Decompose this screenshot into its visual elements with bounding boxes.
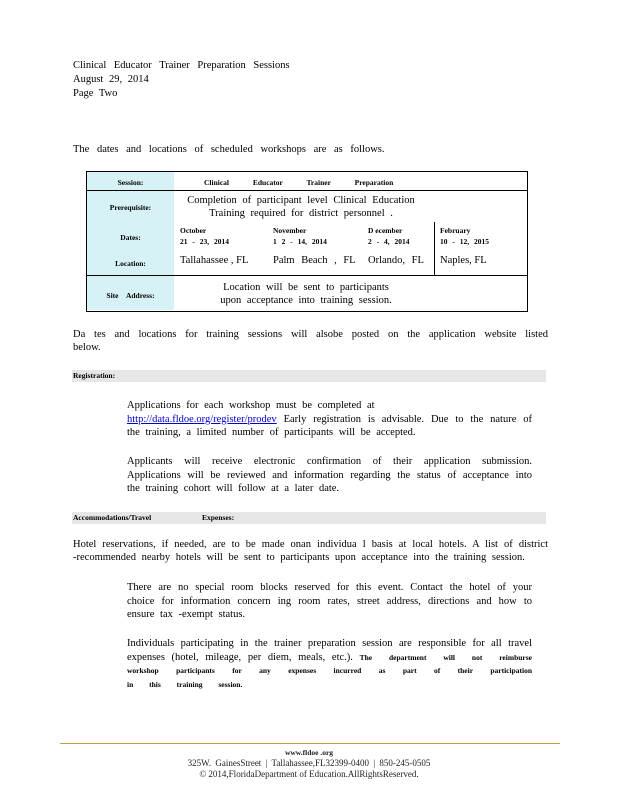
registration-bullet-1-tail: Early registration is advisable. Due to the nature of the training, a limited number of participants will be accepted. — [127, 413, 532, 438]
accommodations-bullet-2 — [127, 637, 532, 691]
registration-heading-bar — [72, 370, 546, 382]
session-month: October — [180, 226, 207, 235]
footer-website: www.fldoe .org — [284, 748, 334, 757]
accommodations-heading-left: Accommodations/Travel — [73, 513, 152, 522]
header-title: Clinical Educator Trainer Preparation Sessions — [73, 60, 290, 71]
session-days: 2 - 4, 2014 — [368, 237, 410, 246]
session-days: 10 - 12, 2015 — [440, 237, 489, 246]
registration-bullet-2: Applicants will receive electronic confirmation of their application submission. Applications will be reviewed and information regarding the status of acceptance into the training cohort will follow at a later date. — [127, 456, 532, 494]
accommodations-heading-bar — [72, 512, 546, 524]
session-month: November — [273, 226, 307, 235]
registration-bullet-1 — [127, 399, 532, 440]
session-month: February — [440, 226, 471, 235]
site-value — [174, 281, 438, 307]
footer-rule — [60, 743, 560, 744]
application-link[interactable]: http://data.fldoe.org/register/prodev — [127, 413, 277, 425]
prereq-label: Prerequisite: — [109, 203, 152, 212]
accommodations-bullet-2-text: Individuals participating in the trainer preparation session are responsible for all travel expenses (hotel, mileage, per diem, meals, etc.). — [127, 638, 532, 663]
header-date: August 29, 2014 — [73, 74, 149, 85]
accommodations-heading-right: Expenses: — [202, 513, 235, 522]
prereq-line-1: Completion of participant level Clinical Education — [187, 195, 415, 206]
session-label: Session: — [117, 178, 144, 187]
session-col-3 — [368, 225, 424, 266]
prereq-line-2: Training required for district personnel . — [209, 208, 393, 219]
session-value: Clinical Educator Trainer Preparation — [204, 178, 394, 187]
session-location: Orlando, FL — [368, 255, 424, 266]
session-location: Palm Beach , FL — [273, 255, 356, 266]
footer-address: 325W. GainesStreet | Tallahassee,FL32399-0400 | 850-245-0505 — [187, 758, 431, 768]
dates-label: Dates: — [120, 233, 141, 242]
session-days: 21 - 23, 2014 — [180, 237, 229, 246]
column-divider — [434, 222, 435, 275]
session-col-4 — [440, 225, 489, 266]
letter-header — [73, 59, 290, 101]
site-line-1: Location will be sent to participants — [223, 282, 389, 293]
footer-copyright: © 2014,FloridaDepartment of Education.AllRightsReserved. — [199, 769, 419, 779]
session-col-2 — [273, 225, 356, 266]
session-month: D ecember — [368, 226, 403, 235]
intro-text: The dates and locations of scheduled workshops are as follows. — [73, 144, 385, 155]
session-location: Naples, FL — [440, 255, 487, 266]
posting-note: Da tes and locations for training sessions will alsobe posted on the application website listed below. — [73, 329, 548, 353]
accommodations-bullet-1: There are no special room blocks reserved for this event. Contact the hotel of your choice for information concern ing room rates, street address, directions and how to ensure tax -exempt status. — [127, 582, 532, 620]
prereq-value — [174, 194, 428, 220]
location-label: Location: — [115, 259, 146, 268]
registration-heading: Registration: — [73, 371, 116, 380]
site-line-2: upon acceptance into training session. — [220, 295, 392, 306]
session-col-1 — [180, 225, 248, 266]
accommodations-bullet-2-note: The department will not reimburse workshop participants for any expenses incurred as part of their participation in this training session. — [127, 652, 533, 689]
session-days: 1 2 - 14, 2014 — [273, 237, 327, 246]
accommodations-paragraph: Hotel reservations, if needed, are to be made onan individua l basis at local hotels. A list of district -recommended nearby hotels will be sent to participants upon acceptance into the training session. — [73, 539, 548, 563]
header-page: Page Two — [73, 88, 118, 99]
registration-bullet-1-text: Applications for each workshop must be completed at — [127, 400, 375, 411]
site-label: Site Address: — [106, 291, 155, 300]
session-location: Tallahassee , FL — [180, 255, 249, 266]
